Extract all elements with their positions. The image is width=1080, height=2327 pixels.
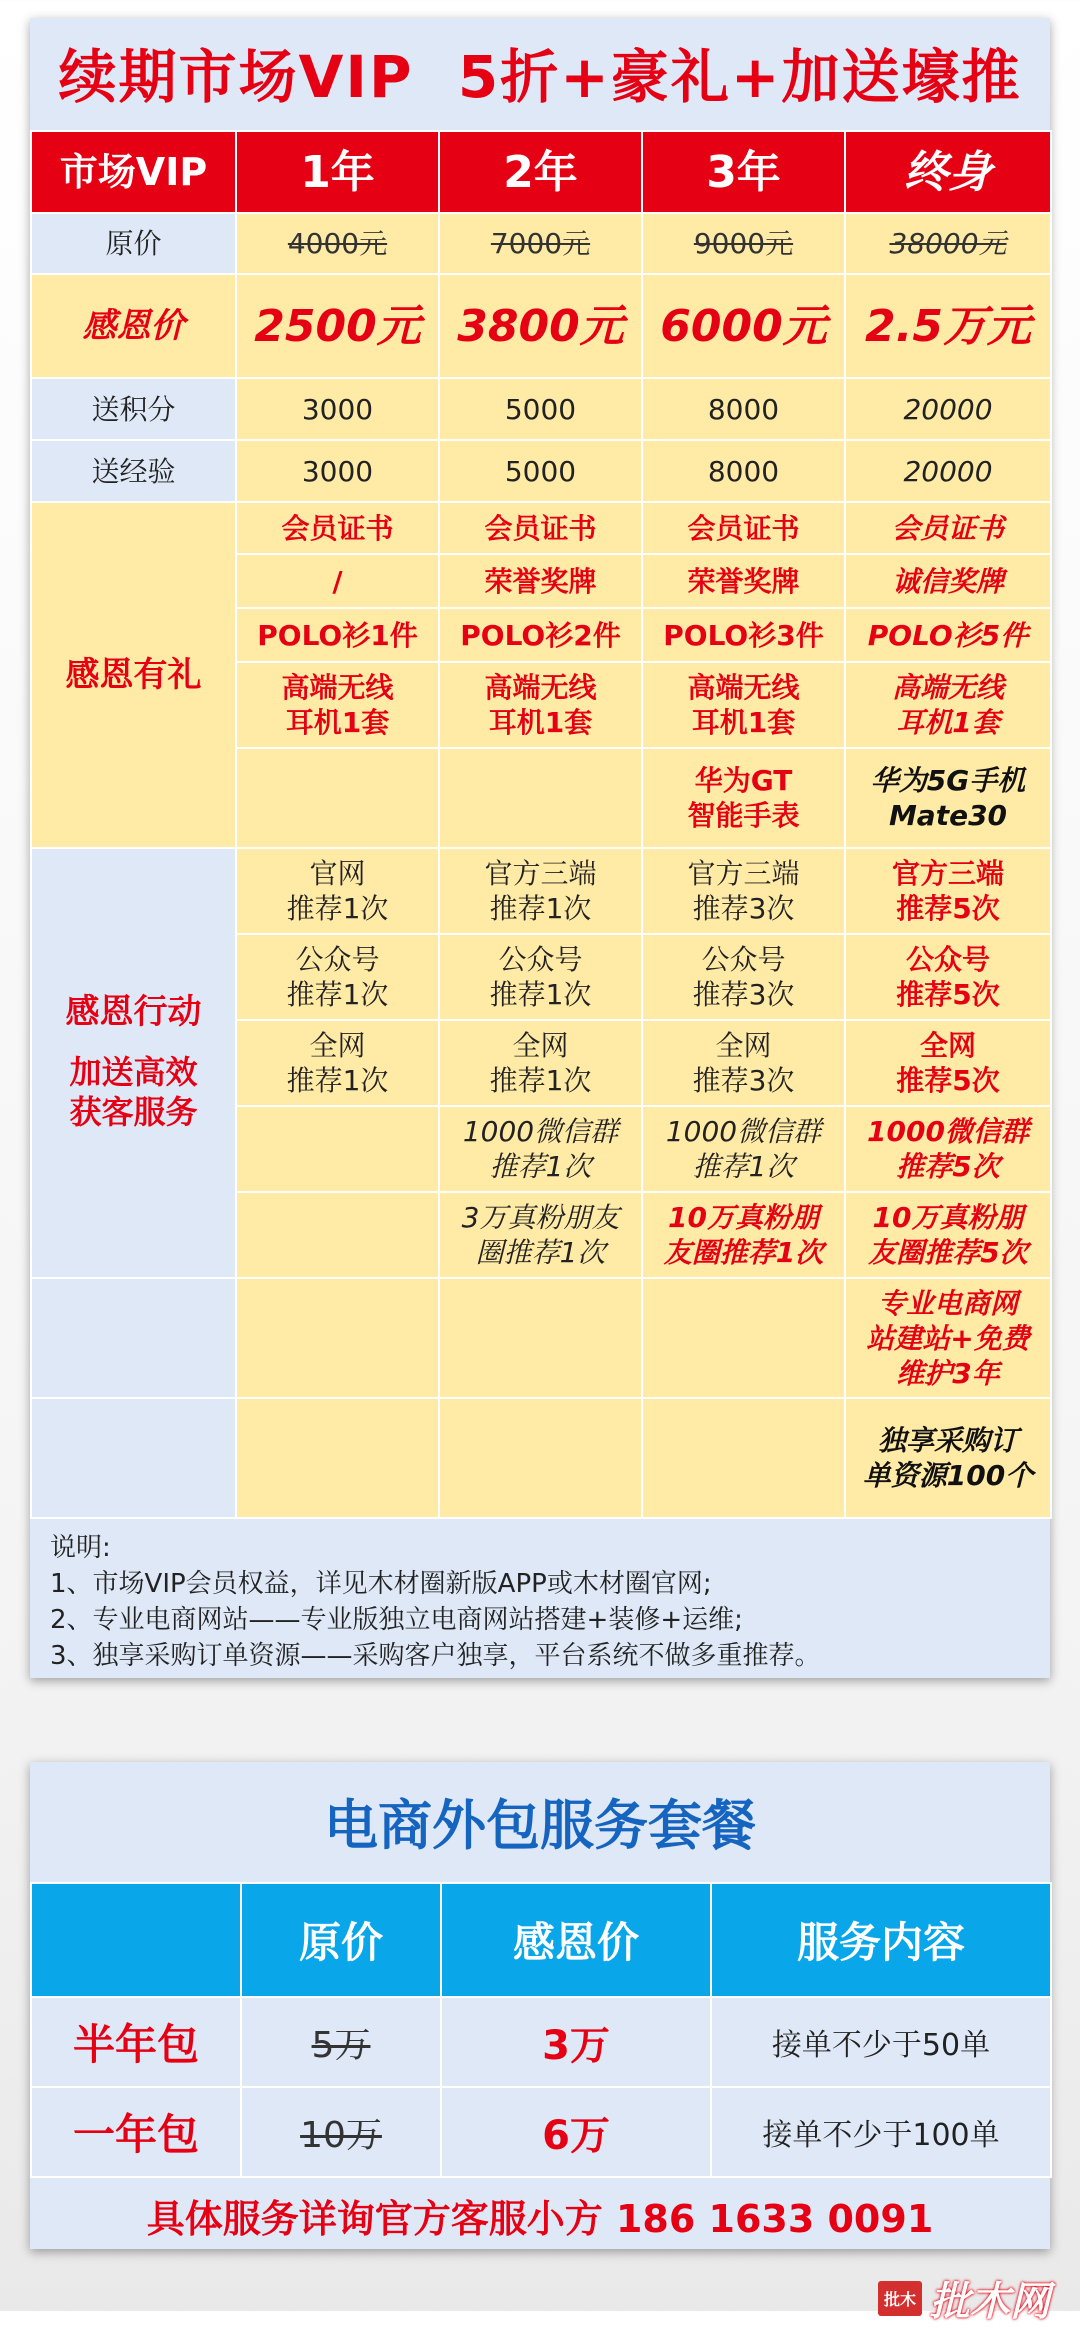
action-wechat-groups-lifetime: 1000微信群 推荐5次 bbox=[845, 1106, 1051, 1192]
action-moments-1y bbox=[236, 1192, 439, 1278]
action-whole-net-2y: 全网 推荐1次 bbox=[439, 1020, 642, 1106]
action-whole-net-3y: 全网 推荐3次 bbox=[642, 1020, 845, 1106]
action-whole-net-lifetime: 全网 推荐5次 bbox=[845, 1020, 1051, 1106]
gift-headphones-lifetime: 高端无线 耳机1套 bbox=[845, 662, 1051, 748]
action-website-1y bbox=[236, 1278, 439, 1398]
notes-heading: 说明: bbox=[50, 1533, 111, 1563]
action-official-2y: 官方三端 推荐1次 bbox=[439, 848, 642, 934]
action-orders-2y bbox=[439, 1398, 642, 1518]
service-card bbox=[30, 1762, 1050, 2249]
points-lifetime: 20000 bbox=[845, 378, 1051, 440]
vip-card bbox=[30, 18, 1050, 1678]
gift-certificate-lifetime: 会员证书 bbox=[845, 502, 1051, 554]
points-row bbox=[31, 378, 1051, 440]
gift-headphones-1y: 高端无线 耳机1套 bbox=[236, 662, 439, 748]
watermark-logo-icon: 批木 bbox=[878, 2281, 922, 2316]
original-price-2y: 7000元 bbox=[439, 213, 642, 274]
service-header-original: 原价 bbox=[241, 1883, 441, 1997]
action-wechat-groups-1y bbox=[236, 1106, 439, 1192]
gift-headphones-2y: 高端无线 耳机1套 bbox=[439, 662, 642, 748]
service-row-one-year bbox=[31, 2087, 1051, 2177]
vip-header-row bbox=[31, 131, 1051, 213]
thanks-price-3y: 6000元 bbox=[642, 274, 845, 378]
header-lifetime: 终身 bbox=[845, 131, 1051, 213]
actions-label-cell bbox=[31, 848, 236, 1278]
service-half-year-name: 半年包 bbox=[31, 1997, 241, 2087]
points-label: 送积分 bbox=[31, 378, 236, 440]
service-header-row bbox=[31, 1883, 1051, 1997]
action-wechat-groups-2y: 1000微信群 推荐1次 bbox=[439, 1106, 642, 1192]
original-price-3y: 9000元 bbox=[642, 213, 845, 274]
gift-device-2y bbox=[439, 748, 642, 848]
notes-line-2: 2、专业电商网站——专业版独立电商网站搭建+装修+运维; bbox=[50, 1605, 743, 1635]
action-orders-1y bbox=[236, 1398, 439, 1518]
gift-polo-3y: POLO衫3件 bbox=[642, 608, 845, 662]
header-1-year: 1年 bbox=[236, 131, 439, 213]
service-one-year-original: 10万 bbox=[300, 2114, 382, 2156]
experience-row bbox=[31, 440, 1051, 502]
action-moments-3y: 10万真粉朋 友圈推荐1次 bbox=[642, 1192, 845, 1278]
gifts-label: 感恩有礼 bbox=[31, 502, 236, 848]
service-one-year-price: 6万 bbox=[441, 2087, 711, 2177]
action-wechat-account-2y: 公众号 推荐1次 bbox=[439, 934, 642, 1020]
action-orders-row bbox=[31, 1398, 1051, 1518]
gift-certificate-3y: 会员证书 bbox=[642, 502, 845, 554]
gift-certificate-1y: 会员证书 bbox=[236, 502, 439, 554]
points-2y: 5000 bbox=[439, 378, 642, 440]
action-wechat-account-3y: 公众号 推荐3次 bbox=[642, 934, 845, 1020]
experience-2y: 5000 bbox=[439, 440, 642, 502]
vip-table bbox=[30, 130, 1052, 1519]
thanks-price-label: 感恩价 bbox=[31, 274, 236, 378]
service-half-year-price: 3万 bbox=[441, 1997, 711, 2087]
thanks-price-2y: 3800元 bbox=[439, 274, 642, 378]
gift-device-1y bbox=[236, 748, 439, 848]
experience-1y: 3000 bbox=[236, 440, 439, 502]
gift-device-3y: 华为GT 智能手表 bbox=[642, 748, 845, 848]
action-website-label bbox=[31, 1278, 236, 1398]
points-3y: 8000 bbox=[642, 378, 845, 440]
vip-notes bbox=[50, 1530, 1030, 1674]
gift-polo-2y: POLO衫2件 bbox=[439, 608, 642, 662]
action-official-3y: 官方三端 推荐3次 bbox=[642, 848, 845, 934]
service-half-year-content: 接单不少于50单 bbox=[711, 1997, 1051, 2087]
service-title: 电商外包服务套餐 bbox=[324, 1793, 756, 1857]
gift-certificate-row bbox=[31, 502, 1051, 554]
watermark-text: 批木网 bbox=[930, 2279, 1050, 2325]
service-row-half-year bbox=[31, 1997, 1051, 2087]
experience-label: 送经验 bbox=[31, 440, 236, 502]
action-wechat-groups-3y: 1000微信群 推荐1次 bbox=[642, 1106, 845, 1192]
action-website-row bbox=[31, 1278, 1051, 1398]
action-website-lifetime: 专业电商网 站建站+免费 维护3年 bbox=[845, 1278, 1051, 1398]
action-official-row bbox=[31, 848, 1051, 934]
experience-lifetime: 20000 bbox=[845, 440, 1051, 502]
service-header-content: 服务内容 bbox=[711, 1883, 1051, 1997]
action-website-3y bbox=[642, 1278, 845, 1398]
action-official-1y: 官网 推荐1次 bbox=[236, 848, 439, 934]
service-table bbox=[30, 1882, 1052, 2178]
header-2-year: 2年 bbox=[439, 131, 642, 213]
service-contact: 具体服务详询官方客服小方 186 1633 0091 bbox=[146, 2197, 934, 2241]
original-price-label: 原价 bbox=[31, 213, 236, 274]
vip-title: 续期市场VIP 5折+豪礼+加送壕推 bbox=[58, 43, 1022, 111]
experience-3y: 8000 bbox=[642, 440, 845, 502]
action-orders-lifetime: 独享采购订 单资源100个 bbox=[845, 1398, 1051, 1518]
service-header-empty bbox=[31, 1883, 241, 1997]
gift-polo-1y: POLO衫1件 bbox=[236, 608, 439, 662]
notes-line-3: 3、独享采购订单资源——采购客户独享，平台系统不做多重推荐。 bbox=[50, 1641, 821, 1671]
actions-sublabel: 加送高效 获客服务 bbox=[69, 1052, 198, 1131]
action-moments-2y: 3万真粉朋友 圈推荐1次 bbox=[439, 1192, 642, 1278]
actions-label: 感恩行动 bbox=[65, 991, 202, 1032]
action-official-lifetime: 官方三端 推荐5次 bbox=[845, 848, 1051, 934]
action-orders-3y bbox=[642, 1398, 845, 1518]
gift-polo-lifetime: POLO衫5件 bbox=[845, 608, 1051, 662]
header-3-year: 3年 bbox=[642, 131, 845, 213]
service-header-price: 感恩价 bbox=[441, 1883, 711, 1997]
gift-certificate-2y: 会员证书 bbox=[439, 502, 642, 554]
service-half-year-original: 5万 bbox=[311, 2024, 371, 2066]
service-one-year-name: 一年包 bbox=[31, 2087, 241, 2177]
action-moments-lifetime: 10万真粉朋 友圈推荐5次 bbox=[845, 1192, 1051, 1278]
action-website-2y bbox=[439, 1278, 642, 1398]
original-price-lifetime: 38000元 bbox=[845, 213, 1051, 274]
points-1y: 3000 bbox=[236, 378, 439, 440]
original-price-row bbox=[31, 213, 1051, 274]
gift-headphones-3y: 高端无线 耳机1套 bbox=[642, 662, 845, 748]
action-wechat-account-lifetime: 公众号 推荐5次 bbox=[845, 934, 1051, 1020]
original-price-1y: 4000元 bbox=[236, 213, 439, 274]
action-whole-net-1y: 全网 推荐1次 bbox=[236, 1020, 439, 1106]
gift-medal-3y: 荣誉奖牌 bbox=[642, 554, 845, 608]
gift-medal-2y: 荣誉奖牌 bbox=[439, 554, 642, 608]
notes-line-1: 1、市场VIP会员权益，详见木材圈新版APP或木材圈官网; bbox=[50, 1569, 712, 1599]
action-orders-label bbox=[31, 1398, 236, 1518]
thanks-price-row bbox=[31, 274, 1051, 378]
gift-medal-lifetime: 诚信奖牌 bbox=[845, 554, 1051, 608]
header-vip: 市场VIP bbox=[31, 131, 236, 213]
watermark bbox=[878, 2270, 1050, 2327]
service-one-year-content: 接单不少于100单 bbox=[711, 2087, 1051, 2177]
gift-device-lifetime: 华为5G手机 Mate30 bbox=[845, 748, 1051, 848]
action-wechat-account-1y: 公众号 推荐1次 bbox=[236, 934, 439, 1020]
gift-medal-1y: / bbox=[236, 554, 439, 608]
thanks-price-lifetime: 2.5万元 bbox=[845, 274, 1051, 378]
thanks-price-1y: 2500元 bbox=[236, 274, 439, 378]
